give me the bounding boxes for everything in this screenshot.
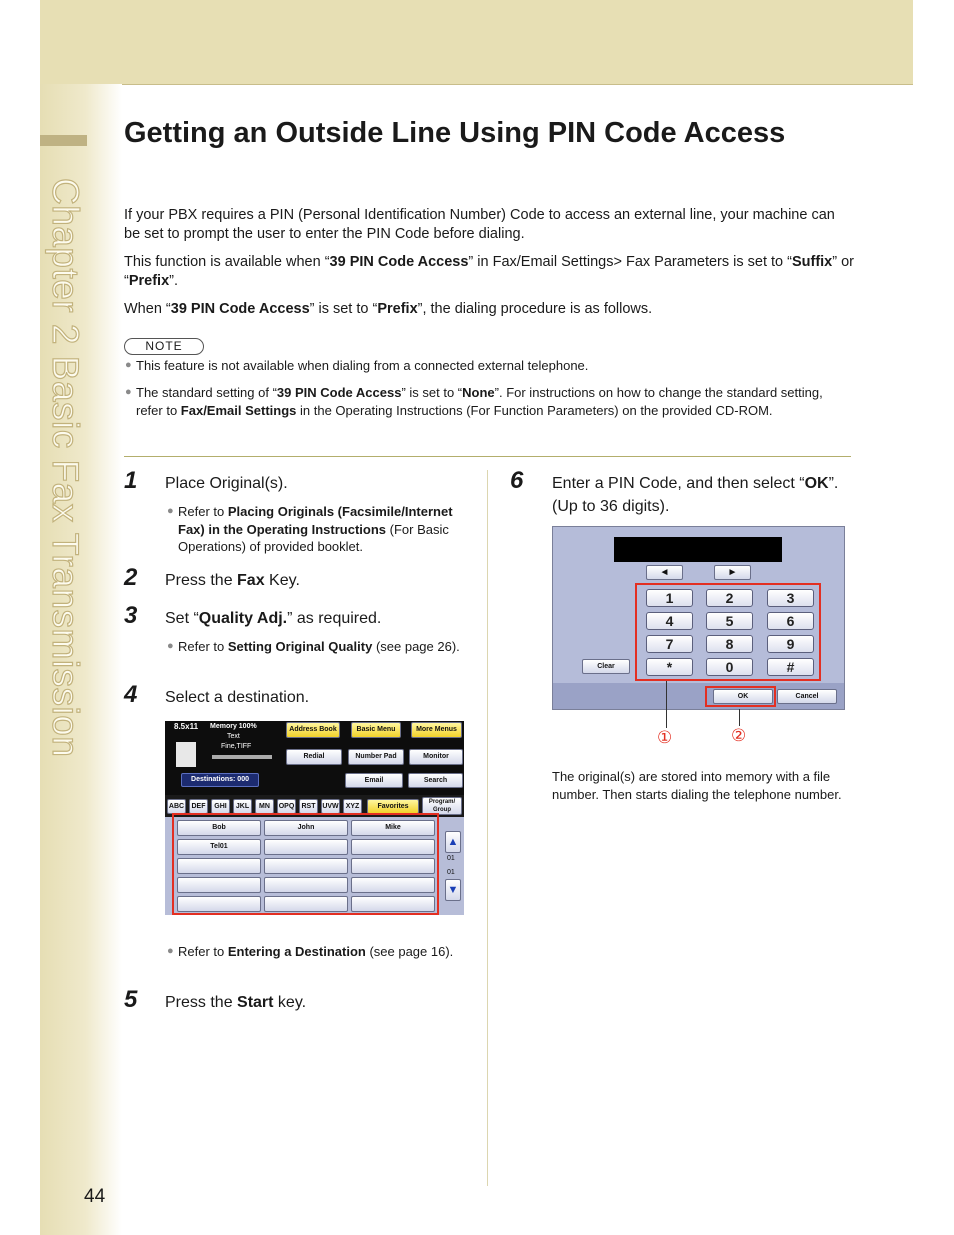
note-bullet-2: ● The standard setting of “39 PIN Code Access” is set to “None”. For instructions on how to change the standard setting, refer to Fax/Email Settings in the Operating Instructions (For Function Parameters) on the provided CD-ROM. bbox=[125, 385, 823, 418]
bullet-icon: ● bbox=[167, 505, 174, 517]
step-3-note: ● Refer to Setting Original Quality (see page 26). bbox=[167, 639, 460, 654]
entry-tel01[interactable]: Tel01 bbox=[177, 839, 261, 855]
destination-highlight bbox=[172, 813, 439, 915]
paper-size: 8.5x11 bbox=[174, 722, 199, 731]
key-1[interactable]: 1 bbox=[646, 589, 693, 607]
step-1-note: ● Refer to Placing Originals (Facsimile/Internet Fax) in the Operating Instructions (For Basic Operations) of provided booklet. bbox=[167, 504, 453, 554]
intro-paragraph-1: If your PBX requires a PIN (Personal Identification Number) Code to access an external line, your machine can be set to prompt the user to enter the PIN Code before dialing. bbox=[124, 207, 835, 242]
page-indicator-bottom: 01 bbox=[447, 869, 455, 876]
clear-button[interactable]: Clear bbox=[582, 659, 630, 674]
chapter-label: Chapter 2 Basic Fax Transmission bbox=[45, 178, 86, 758]
tab-mn[interactable]: MN bbox=[255, 799, 274, 814]
callout-marker-1: ① bbox=[657, 728, 673, 747]
scroll-down-arrow-icon[interactable]: ▼ bbox=[445, 879, 461, 901]
key-5[interactable]: 5 bbox=[706, 612, 753, 630]
bullet-icon: ● bbox=[125, 386, 132, 398]
document-icon bbox=[176, 742, 196, 767]
cancel-button[interactable]: Cancel bbox=[777, 689, 837, 704]
destinations-counter: Destinations: 000 bbox=[181, 773, 259, 787]
ok-highlight bbox=[705, 686, 776, 707]
scroll-up-arrow-icon[interactable]: ▲ bbox=[445, 831, 461, 853]
pin-display bbox=[614, 537, 782, 562]
entry-bob[interactable]: Bob bbox=[177, 820, 261, 836]
key-hash[interactable]: # bbox=[767, 658, 814, 676]
step-5-number: 5 bbox=[124, 986, 138, 1013]
mode-text: Text bbox=[227, 733, 240, 740]
key-4[interactable]: 4 bbox=[646, 612, 693, 630]
ok-button[interactable]: OK bbox=[713, 689, 773, 704]
page-title: Getting an Outside Line Using PIN Code Access bbox=[124, 117, 786, 149]
tab-rst[interactable]: RST bbox=[299, 799, 318, 814]
keypad-highlight bbox=[635, 583, 821, 681]
step-1-number: 1 bbox=[124, 467, 138, 494]
step-1-text: Place Original(s). bbox=[165, 475, 288, 492]
column-divider bbox=[487, 470, 488, 1186]
key-star[interactable]: * bbox=[646, 658, 693, 676]
mode-fine: Fine,TIFF bbox=[221, 743, 252, 750]
memory-status: Memory 100% bbox=[210, 723, 257, 730]
step-4-note: ● Refer to Entering a Destination (see page 16). bbox=[167, 944, 454, 959]
step-3-number: 3 bbox=[124, 602, 138, 629]
arrow-left-icon[interactable]: ◄ bbox=[646, 565, 683, 580]
note-bullet-1: ● This feature is not available when dialing from a connected external telephone. bbox=[125, 358, 589, 373]
bullet-icon: ● bbox=[167, 640, 174, 652]
key-0[interactable]: 0 bbox=[706, 658, 753, 676]
key-3[interactable]: 3 bbox=[767, 589, 814, 607]
step-4-number: 4 bbox=[124, 681, 138, 708]
step-2-text: Press the Fax Key. bbox=[165, 572, 300, 589]
tab-program-group[interactable]: Program/ Group bbox=[422, 797, 462, 815]
header-band bbox=[40, 0, 913, 85]
more-menus-button[interactable]: More Menus bbox=[411, 722, 462, 738]
search-button[interactable]: Search bbox=[408, 773, 463, 788]
monitor-button[interactable]: Monitor bbox=[409, 749, 463, 765]
arrow-right-icon[interactable]: ► bbox=[714, 565, 751, 580]
note-badge: NOTE bbox=[124, 338, 204, 355]
basic-menu-button[interactable]: Basic Menu bbox=[351, 722, 401, 738]
bullet-icon: ● bbox=[125, 359, 132, 371]
key-8[interactable]: 8 bbox=[706, 635, 753, 653]
sidebar-accent-bar bbox=[40, 135, 87, 146]
page-indicator-top: 01 bbox=[447, 855, 455, 862]
callout-line-2 bbox=[739, 709, 740, 726]
tab-favorites[interactable]: Favorites bbox=[367, 799, 419, 814]
tab-ghi[interactable]: GHI bbox=[211, 799, 230, 814]
tab-uvw[interactable]: UVW bbox=[321, 799, 340, 814]
step-2-number: 2 bbox=[124, 564, 138, 591]
step-6-text: Enter a PIN Code, and then select “OK”. (Up to 36 digits). bbox=[552, 475, 839, 515]
callout-line-1 bbox=[666, 681, 667, 728]
callout-marker-2: ② bbox=[731, 726, 747, 745]
tab-abc[interactable]: ABC bbox=[167, 799, 186, 814]
step-3-text: Set “Quality Adj.” as required. bbox=[165, 610, 382, 627]
intro-paragraph-2: This function is available when “39 PIN Code Access” in Fax/Email Settings> Fax Parameters is set to “Suffix” or “Prefix”. bbox=[124, 254, 854, 289]
step-6-number: 6 bbox=[510, 467, 524, 494]
tab-opq[interactable]: OPQ bbox=[277, 799, 296, 814]
key-7[interactable]: 7 bbox=[646, 635, 693, 653]
address-book-button[interactable]: Address Book bbox=[286, 722, 340, 738]
step-4-text: Select a destination. bbox=[165, 689, 310, 706]
key-2[interactable]: 2 bbox=[706, 589, 753, 607]
intro-paragraph-3: When “39 PIN Code Access” is set to “Prefix”, the dialing procedure is as follows. bbox=[124, 301, 653, 317]
email-button[interactable]: Email bbox=[345, 773, 403, 788]
page-number: 44 bbox=[84, 1186, 106, 1207]
redial-button[interactable]: Redial bbox=[286, 749, 342, 765]
bullet-icon: ● bbox=[167, 945, 174, 957]
section-divider bbox=[124, 456, 851, 457]
tab-def[interactable]: DEF bbox=[189, 799, 208, 814]
step-5-text: Press the Start key. bbox=[165, 994, 307, 1011]
key-6[interactable]: 6 bbox=[767, 612, 814, 630]
tab-jkl[interactable]: JKL bbox=[233, 799, 252, 814]
number-pad-button[interactable]: Number Pad bbox=[348, 749, 404, 765]
entry-mike[interactable]: Mike bbox=[351, 820, 435, 836]
tab-xyz[interactable]: XYZ bbox=[343, 799, 362, 814]
entry-john[interactable]: John bbox=[264, 820, 348, 836]
contrast-bar bbox=[212, 755, 272, 759]
key-9[interactable]: 9 bbox=[767, 635, 814, 653]
step-6-result: The original(s) are stored into memory with a file number. Then starts dialing the telephone number. bbox=[552, 769, 842, 802]
